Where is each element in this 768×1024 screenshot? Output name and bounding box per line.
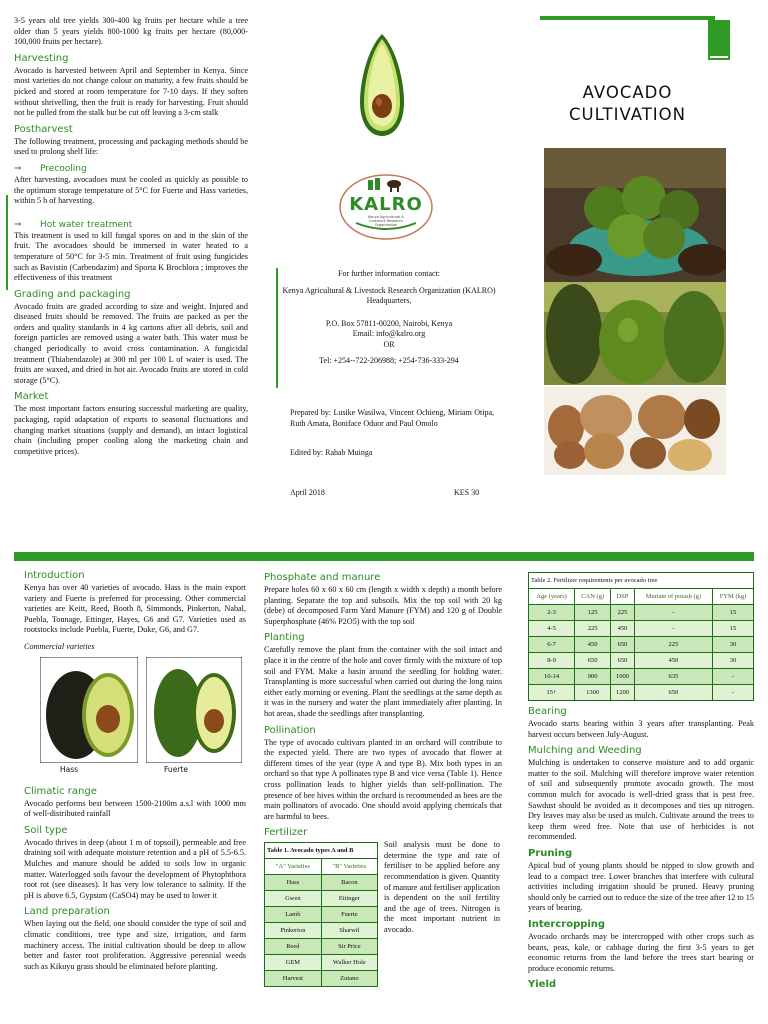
- soil-text: Avocado thrives in deep (about 1 m of topsoil), permeable and free draining soil with adequate moisture retention and a pH of 5.5-6.5. Mulches and manure should be added to soils low in organic matter. Waterlogged soils favour the development of Phytophthora root rot (see diseases). It has very low tolerance to salinity. If the pH is above 6.5, Gypsum (CaSO4) may be used to lower it: [24, 837, 246, 900]
- contact-box: P.O. Box 57811-00200, Nairobi, Kenya: [325, 318, 453, 328]
- table2-cell: 6-7: [529, 637, 575, 653]
- precooling-heading: Precooling: [40, 163, 87, 174]
- table1-cell: Reed: [265, 939, 322, 955]
- panel-back-left: [14, 16, 248, 516]
- photo-avocados-in-hands: [544, 148, 726, 282]
- planting-text: Carefully remove the plant from the container with the soil intact and place it in the centre of the hole and cover firmly with the mixture of top soil and FYM. Make a basin around the seedling for holding water. Transplanting is more successful when carried out during the long rains either early morning or evening. Plant the seedlings at the same depth as it was in the nursery and water the plant immediately after planting. In hot areas, shade the seedlings after transplanting.: [264, 645, 502, 718]
- inner-column-left: [24, 570, 246, 1024]
- intercropping-heading: Intercropping: [528, 918, 606, 930]
- table2-row: [529, 621, 754, 637]
- market-heading: Market: [14, 391, 49, 403]
- table2-cell: 225: [575, 621, 611, 637]
- contact-org: Kenya Agricultural & Livestock Research Organization (KALRO) Headquarters,: [282, 285, 496, 305]
- photo-hass-avocado: [40, 657, 138, 763]
- avocado-half-icon: [354, 30, 410, 140]
- table1-cell: Sharwil: [321, 923, 377, 939]
- table1-row: [265, 939, 378, 955]
- table2-cell: 450: [611, 621, 634, 637]
- table2-cell: 225: [611, 605, 634, 621]
- yield-heading: Yield: [528, 979, 557, 991]
- table2-cell: 2-3: [529, 605, 575, 621]
- commercial-varieties-label: Commercial varieties: [24, 641, 95, 651]
- table2-header-cell: FYM (kg): [713, 589, 754, 605]
- table2-caption: Table 2. Fertilizer requirements per avocado tree: [529, 573, 754, 589]
- photo-avocados-on-tree: [544, 282, 726, 385]
- variety-photos: [24, 657, 246, 781]
- phosphate-text: Prepare holes 60 x 60 x 60 cm (length x width x depth) a month before planting. Separate the top and subsoils. Mix the top soil with 20 kg (debe) of decomposed Farm Yard Manure (FYM) and 120 g of Double Superphosphate (46% P2O5) with the top soil: [264, 585, 502, 626]
- mulching-text: Mulching is undertaken to conserve moisture and to add organic matter to the soil. Mulching will therefore improve water retention of soil and subsequently promote avocado growth. The most common mulch for avocado is well-dried grass that is pest free. Sawdust should be avoided as it decomposes and ties up nitrogen. Dry leaves may also be used as mulch. Cultivate around the trees to keep them weed free. Note that use of herbicides is not recommended.: [528, 758, 754, 842]
- inner-column-right: [528, 572, 754, 1024]
- table2-header-cell: Age (years): [529, 589, 575, 605]
- table2-cell: 8-9: [529, 653, 575, 669]
- table2-cell: 225: [634, 637, 712, 653]
- page-divider-bar: [14, 552, 754, 561]
- hotwater-heading-row: [14, 219, 248, 231]
- table2: [528, 572, 754, 701]
- contact-heading: For further information contact:: [338, 269, 440, 278]
- table1-cell: Harvest: [265, 971, 322, 987]
- table2-header-cell: DSP: [611, 589, 634, 605]
- hotwater-heading: Hot water treatment: [40, 219, 133, 230]
- contact-or: OR: [383, 339, 395, 349]
- table1-cell: Zutano: [321, 971, 377, 987]
- table2-cell: -: [713, 669, 754, 685]
- table2-row: [529, 637, 754, 653]
- table1: [264, 842, 378, 987]
- climatic-text: Avocado performs best between 1500-2100m a.s.l with 1000 mm of well-distributed rainfall: [24, 798, 246, 819]
- table2-cell: 450: [634, 653, 712, 669]
- table2-cell: 4-5: [529, 621, 575, 637]
- intro-text: Kenya has over 40 varieties of avocado. Hass is the main export variety and Fuerte is preferred for processing. Other commercial varieties are Keitt, Reed, Booth 8, Simmonds, Pinkerton, Nabal, Puebla, Tonnage, Ettinger, Hayes, G6 and G7. Varieties used as rootstocks include Puebla, Fuerte, Duke, G6, and G7.: [24, 583, 246, 635]
- table1-cell: Lamb: [265, 907, 322, 923]
- table2-cell: -: [634, 605, 712, 621]
- publication-date: April 2018: [290, 488, 325, 497]
- land-heading: Land preparation: [24, 906, 110, 918]
- table2-cell: 15: [713, 621, 754, 637]
- cover-title: [540, 82, 715, 126]
- cover-title-line2: CULTIVATION: [569, 105, 686, 124]
- fertilizer-heading: Fertilizer: [264, 827, 308, 839]
- table1-row: [265, 971, 378, 987]
- harvesting-text: Avocado is harvested between April and September in Kenya. Since most varieties do not change colour on maturity, a few fruits should be picked and stored at room temperature for 7-10 days. If they soften without shrivelling, then the fruit is ready for harvesting. Fruit should not be pulled from the stalk but be cut off leaving a 3-cm stalk: [14, 65, 248, 118]
- table2-cell: -: [713, 685, 754, 701]
- table1-cell: Walker Hole: [321, 955, 377, 971]
- table1-header-cell: "A" Varieties: [265, 859, 322, 875]
- land-text: When laying out the field, one should consider the type of soil and climatic conditions, tree type and size, irrigation, and farm machinery access. The initial cultivation should be deep to allow better and faster root proliferation. Aggressive perennial weeds such as Kikuyu grass should be eliminated before planting.: [24, 919, 246, 971]
- contact-divider-rule: [276, 268, 278, 388]
- table1-cell: Sir Price: [321, 939, 377, 955]
- table1-cell: Bacon: [321, 875, 377, 891]
- postharvest-heading: Postharvest: [14, 123, 73, 135]
- fertilizer-text: Soil analysis must be done to determine the type and rate of fertiliser to be applied before any recommendation is given. Quantity of manure and fertiliser application is dependent on the soil fertility and the age of trees. Nitrogen is the most important nutrient in avocado.: [384, 840, 500, 935]
- table2-cell: 450: [575, 637, 611, 653]
- table1-row: [265, 907, 378, 923]
- table2-cell: 1300: [575, 685, 611, 701]
- panel-front-cover: [540, 16, 730, 466]
- table1-cell: GEM: [265, 955, 322, 971]
- table2-row: [529, 685, 754, 701]
- table1-cell: Gwen: [265, 891, 322, 907]
- contact-block: [282, 269, 496, 367]
- cover-deco-bar: [540, 16, 715, 20]
- arrow-right-icon: ⇒: [14, 219, 22, 230]
- cover-title-line1: AVOCADO: [582, 83, 673, 102]
- table2-cell: 1200: [611, 685, 634, 701]
- table2-cell: 125: [575, 605, 611, 621]
- contact-email: Email: info@kalro.org: [352, 329, 426, 338]
- phosphate-heading: Phosphate and manure: [264, 572, 381, 583]
- table2-header-cell: CAN (g): [575, 589, 611, 605]
- publication-price: KES 30: [454, 488, 480, 497]
- kalro-logo-subtext: Kenya Agricultural & Livestock Research Organization: [368, 215, 404, 227]
- table2-cell: 650: [611, 637, 634, 653]
- table1-cell: Fuerte: [321, 907, 377, 923]
- climatic-heading: Climatic range: [24, 785, 97, 797]
- kalro-logo: [338, 173, 434, 241]
- contact-tel: Tel: +254--722-206988; +254-736-333-294: [319, 356, 459, 365]
- table1-row: [265, 891, 378, 907]
- table2-cell: 900: [575, 669, 611, 685]
- precooling-heading-row: [14, 163, 248, 175]
- edited-by: Edited by: Rahab Muinga: [290, 448, 373, 457]
- intro-continued-text: 3-5 years old tree yields 300-400 kg fruits per hectare while a tree older than 5 years yields 800-1000 kg fruits per hectare (80,000-100,000 fruits per hectare).: [14, 16, 248, 47]
- table2-header-cell: Muriate of potash (g): [634, 589, 712, 605]
- table1-container: [264, 842, 378, 987]
- divider-rule: [6, 195, 8, 290]
- pollination-text: The type of avocado cultivars planted in an orchard will contribute to the expected yield. There are two types of avocado that flower at different times of the year (type A and type B). Mix both types in an orchard so that type A pollinates type B and vice versa (Table 1). Hence cross pollination leads to higher yields than self-pollination. The presence of bee hives within the orchard is recommended as bees are the main pollinators of avocado. One should avoid applying chemicals that are harmful to bees.: [264, 737, 502, 821]
- kalro-logo-text: KALRO: [349, 194, 423, 215]
- grading-heading: Grading and packaging: [14, 288, 131, 300]
- variety-caption-fuerte: Fuerte: [164, 764, 188, 774]
- table1-caption: Table 1. Avocado types A and B: [265, 843, 378, 859]
- grading-text: Avocado fruits are graded according to size and weight. Injured and diseased fruits should be removed. The fruits are packed as per the orders and quality standards in 4 kg cartons after all debris, soil and foreign particles are removed using a water bath. This water must be changed periodically to avoid cross contamination. A fungicidal treatment (Thiabendazole) at 300 ml per 100 L of water is used. The fruits are waxed, and dried in hot air. Avocado fruits are stored in cold storage (5°C).: [14, 301, 248, 385]
- table1-row: [265, 923, 378, 939]
- table2-cell: 30: [713, 653, 754, 669]
- variety-caption-hass: Hass: [59, 764, 79, 774]
- table1-header-cell: "B" Varieties: [321, 859, 377, 875]
- table2-cell: 30: [713, 637, 754, 653]
- table2-row: [529, 653, 754, 669]
- pollination-heading: Pollination: [264, 724, 316, 736]
- table2-cell: 635: [634, 669, 712, 685]
- table2-cell: 1000: [611, 669, 634, 685]
- cover-deco-square-filled: [708, 20, 730, 56]
- table2-cell: 650: [634, 685, 712, 701]
- table2-cell: 650: [611, 653, 634, 669]
- table2-row: [529, 605, 754, 621]
- fertilizer-block: [264, 840, 502, 1020]
- hotwater-text: This treatment is used to kill fungal spores on and in the skin of the fruit. The avocadoes should be immersed in water heated to a temperature of 50°C for 3-5 min. Treatment of fruit using fungicides such as Bavistin (Carbendazim) and Sporta K Brochlora ; improves the effectiveness of this treatment: [14, 230, 248, 283]
- table2-cell: -: [634, 621, 712, 637]
- arrow-right-icon: ⇒: [14, 163, 22, 174]
- soil-heading: Soil type: [24, 824, 68, 836]
- inner-column-middle: [264, 570, 502, 1024]
- table2-row: [529, 669, 754, 685]
- table1-cell: Hass: [265, 875, 322, 891]
- table1-cell: Ettinger: [321, 891, 377, 907]
- pruning-heading: Pruning: [528, 847, 573, 859]
- panel-back-middle: [266, 16, 506, 516]
- pruning-text: Apical bud of young plants should be nipped to slow growth and lead to a compact tree. Lower branches that interfere with cultural activities including irrigation should be pruned. Heavy pruning should only be carried out to reduce the size of the tree after 12 to 15 years of bearing.: [528, 860, 754, 913]
- intercropping-text: Avocado orchards may be intercropped with other crops such as beans, peas, kale, or cabbage during the first 3-5 years to get economic returns from the land before the trees start bearing or produce economic returns.: [528, 931, 754, 973]
- table1-row: [265, 955, 378, 971]
- table2-cell: 10-14: [529, 669, 575, 685]
- market-text: The most important factors ensuring successful marketing are quality, packaging, rapid adaptation of exports to seasonal fluctuations and changing market situations (supply and demand), an intact logistical chain (including proper cooling along the marketing chain and competitive prices).: [14, 404, 248, 456]
- precooling-text: After harvesting, avocadoes must be cooled as quickly as possible to the optimum storage temperature of 5°C for Fuerte and Hass varieties, within 5 h of harvesting.: [14, 174, 248, 206]
- mulching-heading: Mulching and Weeding: [528, 745, 642, 757]
- table1-cell: Pinkerton: [265, 923, 322, 939]
- postharvest-text: The following treatment, processing and packaging methods should be used to prolong shelf life:: [14, 136, 248, 157]
- harvesting-heading: Harvesting: [14, 52, 69, 64]
- table2-cell: 650: [575, 653, 611, 669]
- bearing-heading: Bearing: [528, 706, 567, 717]
- bearing-text: Avocado starts bearing within 3 years after transplanting. Peak harvest occurs between July-August.: [528, 719, 754, 739]
- table2-cell: 15+: [529, 685, 575, 701]
- photo-avocado-seeds: [544, 387, 726, 475]
- table1-row: [265, 875, 378, 891]
- table2-cell: 15: [713, 605, 754, 621]
- photo-fuerte-avocado: [146, 657, 242, 763]
- planting-heading: Planting: [264, 632, 305, 644]
- intro-heading: Introduction: [24, 570, 85, 581]
- prepared-by: Prepared by: Lusike Wasilwa, Vincent Ochieng, Miriam Otipa, Ruth Amata, Boniface Oduor and Paul Omolo: [290, 408, 494, 428]
